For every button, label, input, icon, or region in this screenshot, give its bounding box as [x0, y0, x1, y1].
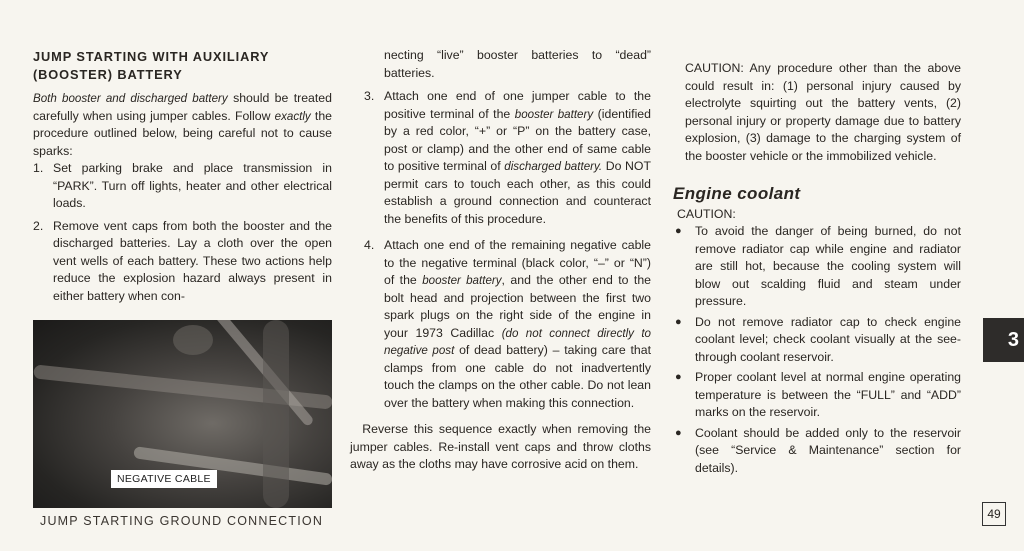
text: CAUTION: Any procedure other than the above could result in: (1) personal injury caused by electrolyte squirting out the battery vents, (2) personal injury or property damage due to battery explosion, (3) damage to the charging system of the booster vehicle or the immobilized vehicle. — [685, 61, 961, 163]
item-text — [695, 370, 961, 419]
left-column — [33, 48, 332, 305]
text: Remove vent caps from both the booster and the discharged batteries. Lay a cloth over the open vent wells of each battery. These two actions help reduce the explosion hazard always present in either battery when con- — [53, 218, 332, 303]
text: should be treated carefully when using jumper cables. Follow — [33, 91, 332, 123]
engine-photo — [33, 320, 332, 508]
item-text — [695, 426, 961, 475]
caution-paragraph — [685, 60, 961, 165]
item-text — [53, 219, 332, 303]
italic-text: exactly — [274, 109, 311, 123]
item-text — [384, 238, 651, 410]
bullet-icon: ● — [675, 225, 682, 237]
section-heading-jump-starting — [33, 48, 332, 84]
text: Attach one end of the remaining negative cable to the negative terminal (black color, “–” or “N”) of the — [384, 238, 651, 287]
item-text — [695, 224, 961, 308]
text: the procedure outlined below, being careful not to cause sparks: — [33, 108, 332, 158]
intro-paragraph — [33, 90, 332, 160]
item-number: 2. — [33, 218, 44, 233]
list-item — [33, 160, 332, 213]
list-item — [675, 425, 961, 478]
item-text — [53, 161, 332, 210]
bullet-list — [675, 223, 961, 477]
section-title-engine-coolant: Engine coolant — [673, 184, 801, 203]
item-number: 1. — [33, 161, 44, 175]
item-number: 3. — [364, 89, 375, 103]
page-number: 49 — [982, 502, 1006, 526]
text: , and the other end to the bolt head and projection between the first two spark plugs on the right side of the engine in your 1973 Cadillac — [384, 273, 651, 340]
continued-paragraph — [350, 47, 651, 82]
italic-text: discharged battery. — [504, 160, 603, 173]
photo-caption: JUMP STARTING GROUND CONNECTION — [40, 514, 324, 528]
item-number: 4. — [364, 238, 375, 252]
text: of dead battery) – taking care that clamps from one cable do not inadvertently touch the clamps on the other cable. Do not lean over the battery when making this connection. — [384, 343, 651, 410]
closing-paragraph — [350, 421, 651, 474]
list-item — [33, 218, 332, 306]
text: Do NOT permit cars to touch each other, as this could establish a ground connection and counteract the benefits of this procedure. — [384, 159, 651, 226]
italic-text: (do not connect directly to negative post — [384, 326, 651, 357]
italic-text: booster battery — [514, 107, 594, 121]
text: Reverse this sequence exactly when removing the jumper cables. Re-install vent caps and throw cloths away as the cloths may have corrosive acid on them. — [350, 422, 651, 471]
list-item — [675, 223, 961, 311]
step-list — [33, 160, 332, 305]
middle-column — [350, 47, 651, 474]
bullet-icon: ● — [675, 315, 682, 328]
right-column — [673, 60, 961, 477]
heading-line: JUMP STARTING WITH AUXILIARY — [33, 49, 270, 64]
list-item — [675, 369, 961, 422]
list-item — [364, 237, 651, 412]
text: necting “live” booster batteries to “dead” batteries. — [384, 48, 651, 80]
text: To avoid the danger of being burned, do not remove radiator cap while engine and radiator are still hot, because the cooling system will blow out scalding fluid and steam under pressure. — [695, 224, 961, 308]
italic-text: Both booster and discharged battery — [33, 92, 228, 105]
item-text — [384, 89, 651, 226]
text: (identified by a red color, “+” or “P” on the battery case, post or clamp) and the other end of same cable to positive terminal of — [384, 106, 651, 173]
negative-cable-label: NEGATIVE CABLE — [111, 470, 217, 488]
heading-line: (BOOSTER) BATTERY — [33, 67, 183, 82]
item-text — [695, 315, 961, 364]
italic-text: booster battery — [422, 274, 502, 287]
text: Attach one end of one jumper cable to the positive terminal of the — [384, 89, 651, 121]
step-list — [350, 88, 651, 412]
text: Proper coolant level at normal engine operating temperature is between the “FULL” and “ADD” marks on the reservoir. — [695, 370, 961, 419]
bullet-icon: ● — [675, 426, 682, 439]
text: Set parking brake and place transmission in “PARK”. Turn off lights, heater and other electrical loads. — [53, 161, 332, 210]
list-item — [675, 314, 961, 367]
list-item — [364, 88, 651, 228]
caution-label: CAUTION: — [677, 206, 736, 221]
text: Coolant should be added only to the reservoir (see “Service & Maintenance” section for details). — [695, 425, 961, 475]
chapter-tab[interactable]: 3 — [983, 318, 1024, 362]
text: Do not remove radiator cap to check engine coolant level; check coolant visually at the see-through coolant reservoir. — [695, 314, 961, 364]
bullet-icon: ● — [675, 371, 682, 383]
